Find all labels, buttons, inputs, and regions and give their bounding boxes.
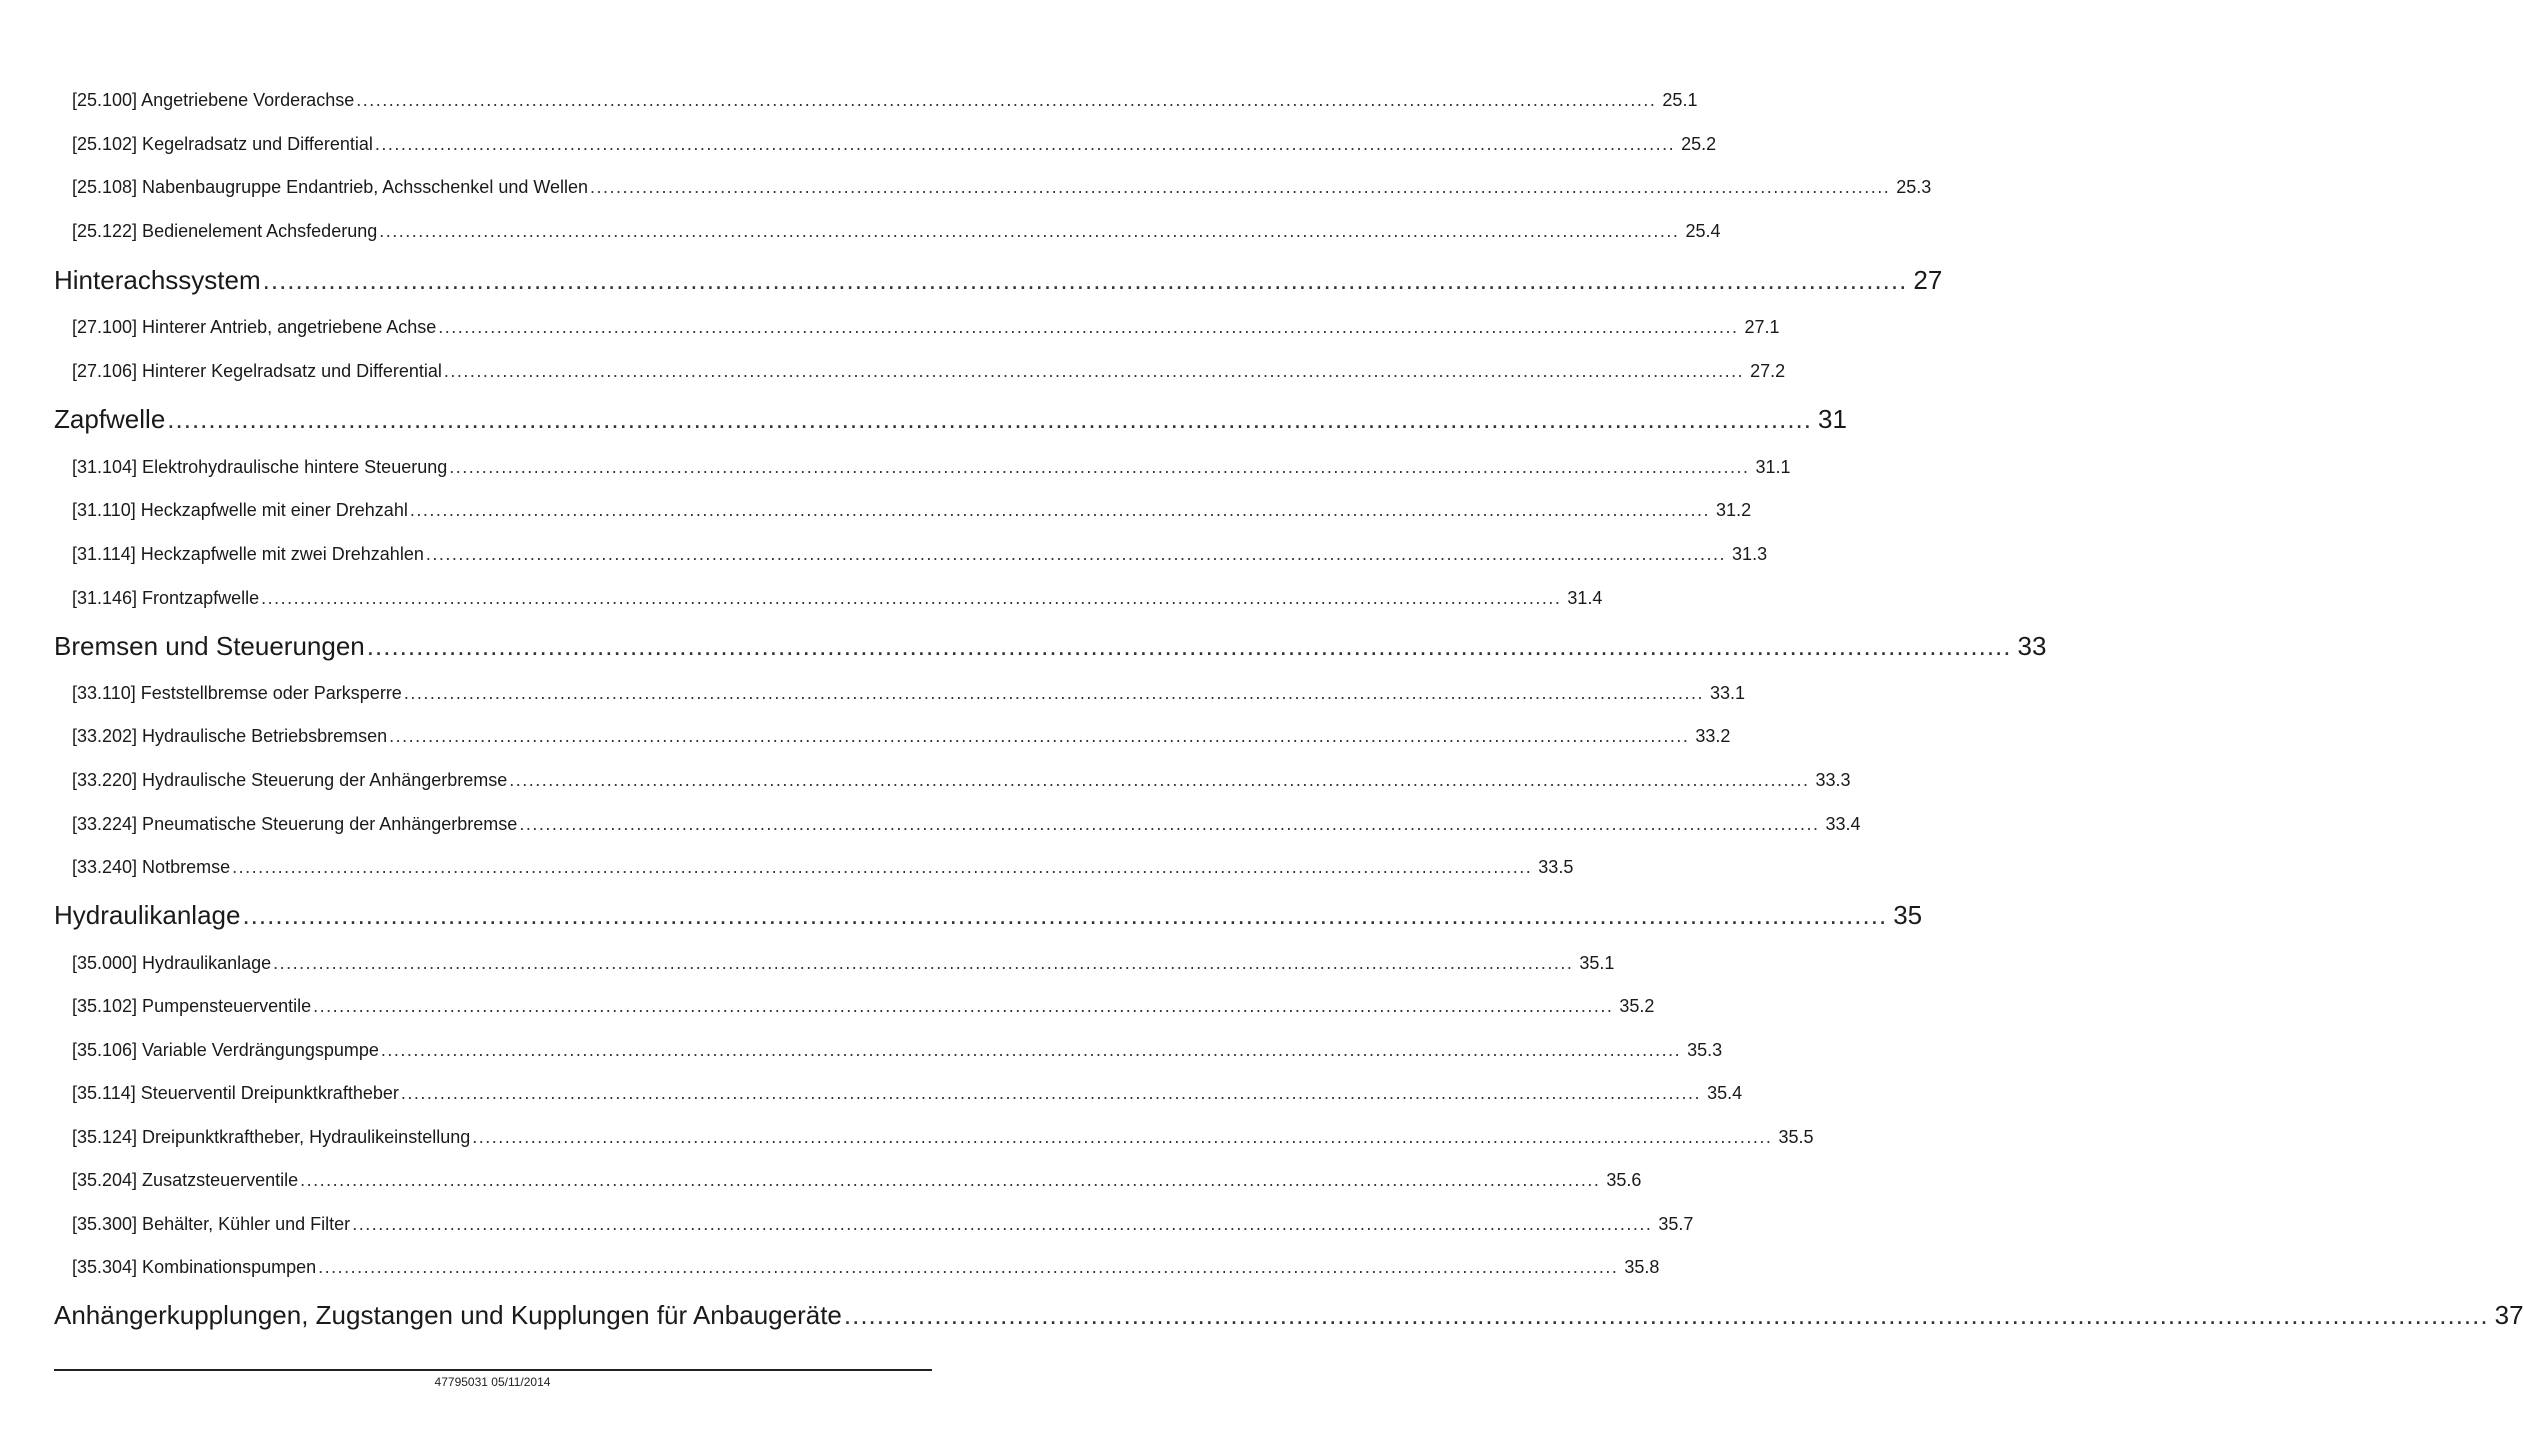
toc-entry-page: 35.1 <box>1579 953 1615 973</box>
toc-chapter[interactable] <box>54 631 2047 662</box>
toc-entry-label: [35.106] Variable Verdrängungspumpe <box>72 1040 379 1060</box>
toc-entry[interactable] <box>72 953 1615 974</box>
toc-entry-label: [25.108] Nabenbaugruppe Endantrieb, Achsschenkel und Wellen <box>72 177 589 197</box>
toc-entry-page: 33.2 <box>1695 726 1731 746</box>
toc-entry-label: [35.204] Zusatzsteuerventile <box>72 1170 299 1190</box>
toc-entry[interactable] <box>72 500 1752 521</box>
toc-entry-page: 25.1 <box>1662 90 1698 110</box>
toc-entry-label: [31.114] Heckzapfwelle mit zwei Drehzahlen <box>72 544 424 564</box>
toc-chapter-label: Hinterachssystem <box>54 265 261 295</box>
toc-entry-label: [31.104] Elektrohydraulische hintere Steuerung <box>72 457 448 477</box>
footer-doc-id: 47795031 05/11/2014 <box>434 1375 551 1389</box>
dot-leader: ........................................................................................................................................................................................................ <box>352 1214 1653 1234</box>
toc-entry-label: [25.122] Bedienelement Achsfederung <box>72 221 378 241</box>
dot-leader: ........................................................................................................................................................................................................ <box>425 544 1727 564</box>
toc-entry[interactable] <box>72 1127 1814 1148</box>
toc-entry-label: [35.300] Behälter, Kühler und Filter <box>72 1214 351 1234</box>
toc-entry-label: [25.102] Kegelradsatz und Differential <box>72 134 373 154</box>
toc-entry-page: 35.8 <box>1624 1257 1660 1277</box>
toc-entry-page: 25.4 <box>1685 221 1721 241</box>
dot-leader: ........................................................................................................................................................................................................ <box>443 361 1745 381</box>
toc-chapter-label: Hydraulikanlage <box>54 900 241 930</box>
dot-leader: ........................................................................................................................................................................................................ <box>472 1127 1773 1147</box>
dot-leader: ........................................................................................................................................................................................................ <box>519 814 1820 834</box>
dot-leader: ........................................................................................................................................................................................................ <box>273 953 1574 973</box>
dot-leader: ........................................................................................................................................................................................................ <box>261 588 1562 608</box>
toc-entry-page: 31.1 <box>1755 457 1791 477</box>
toc-entry-label: [33.202] Hydraulische Betriebsbremsen <box>72 726 388 746</box>
toc-chapter-page: 37 <box>2494 1300 2524 1330</box>
dot-leader: ........................................................................................................................................................................................................ <box>318 1257 1619 1277</box>
toc-entry[interactable] <box>72 1214 1694 1235</box>
toc-entry[interactable] <box>72 544 1768 565</box>
toc-entry-label: [33.220] Hydraulische Steuerung der Anhängerbremse <box>72 770 508 790</box>
toc-entry-label: [33.110] Feststellbremse oder Parksperre <box>72 683 402 703</box>
toc-entry[interactable] <box>72 996 1655 1017</box>
toc-entry[interactable] <box>72 857 1574 878</box>
toc-entry-page: 25.2 <box>1681 134 1717 154</box>
toc-entry-page: 35.4 <box>1707 1083 1743 1103</box>
dot-leader: ........................................................................................................................................................................................................ <box>843 1300 2489 1330</box>
toc-entry-label: [27.106] Hinterer Kegelradsatz und Differential <box>72 361 442 381</box>
dot-leader: ........................................................................................................................................................................................................ <box>438 317 1739 337</box>
toc-entry-label: [31.146] Frontzapfwelle <box>72 588 260 608</box>
toc-entry-label: [31.110] Heckzapfwelle mit einer Drehzahl <box>72 500 408 520</box>
toc-entry-label: [27.100] Hinterer Antrieb, angetriebene Achse <box>72 317 437 337</box>
dot-leader: ........................................................................................................................................................................................................ <box>313 996 1614 1016</box>
dot-leader: ........................................................................................................................................................................................................ <box>403 683 1705 703</box>
toc-chapter[interactable] <box>54 1300 2524 1331</box>
toc-entry[interactable] <box>72 1257 1660 1278</box>
footer-divider <box>54 1369 932 1371</box>
dot-leader: ........................................................................................................................................................................................................ <box>409 500 1711 520</box>
dot-leader: ........................................................................................................................................................................................................ <box>167 404 1813 434</box>
toc-entry-page: 33.3 <box>1815 770 1851 790</box>
toc-chapter[interactable] <box>54 265 1943 296</box>
dot-leader: ........................................................................................................................................................................................................ <box>356 90 1657 110</box>
toc-entry-label: [35.304] Kombinationspumpen <box>72 1257 317 1277</box>
toc-entry-page: 31.2 <box>1716 500 1752 520</box>
toc-entry-label: [35.000] Hydraulikanlage <box>72 953 272 973</box>
toc-entry[interactable] <box>72 221 1721 242</box>
dot-leader: ........................................................................................................................................................................................................ <box>590 177 1891 197</box>
toc-entry[interactable] <box>72 457 1791 478</box>
toc-chapter[interactable] <box>54 900 1923 931</box>
toc-entry-page: 33.5 <box>1538 857 1574 877</box>
toc-entry[interactable] <box>72 90 1698 111</box>
toc-entry-label: [33.240] Notbremse <box>72 857 231 877</box>
dot-leader: ........................................................................................................................................................................................................ <box>400 1083 1702 1103</box>
toc-entry-page: 35.3 <box>1687 1040 1723 1060</box>
toc-entry-page: 31.3 <box>1732 544 1768 564</box>
toc-entry-label: [35.124] Dreipunktkraftheber, Hydraulikeinstellung <box>72 1127 471 1147</box>
dot-leader: ........................................................................................................................................................................................................ <box>232 857 1533 877</box>
dot-leader: ........................................................................................................................................................................................................ <box>366 631 2012 661</box>
dot-leader: ........................................................................................................................................................................................................ <box>379 221 1680 241</box>
toc-entry-page: 33.1 <box>1710 683 1746 703</box>
toc-entry[interactable] <box>72 683 1746 704</box>
toc-entry[interactable] <box>72 726 1731 747</box>
toc-entry[interactable] <box>72 770 1851 791</box>
toc-chapter-page: 31 <box>1818 404 1847 434</box>
toc-entry[interactable] <box>72 134 1717 155</box>
toc-entry-page: 35.5 <box>1778 1127 1814 1147</box>
toc-chapter-page: 33 <box>2017 631 2047 661</box>
toc-entry-label: [35.114] Steuerventil Dreipunktkraftheber <box>72 1083 399 1103</box>
toc-entry-page: 27.2 <box>1750 361 1786 381</box>
toc-entry-page: 35.2 <box>1619 996 1655 1016</box>
toc-entry-page: 31.4 <box>1567 588 1603 608</box>
toc-chapter-label: Zapfwelle <box>54 404 166 434</box>
dot-leader: ........................................................................................................................................................................................................ <box>509 770 1810 790</box>
toc-entry[interactable] <box>72 177 1932 198</box>
toc-chapter-page: 27 <box>1913 265 1943 295</box>
toc-chapter-label: Bremsen und Steuerungen <box>54 631 365 661</box>
toc-entry-label: [25.100] Angetriebene Vorderachse <box>72 90 355 110</box>
toc-entry[interactable] <box>72 1040 1723 1061</box>
toc-entry[interactable] <box>72 588 1603 609</box>
toc-entry-page: 27.1 <box>1744 317 1780 337</box>
toc-entry[interactable] <box>72 361 1786 382</box>
dot-leader: ........................................................................................................................................................................................................ <box>374 134 1676 154</box>
dot-leader: ........................................................................................................................................................................................................ <box>449 457 1750 477</box>
toc-chapter[interactable] <box>54 404 1847 435</box>
dot-leader: ........................................................................................................................................................................................................ <box>262 265 1908 295</box>
toc-entry-page: 35.6 <box>1606 1170 1642 1190</box>
toc-entry[interactable] <box>72 814 1861 835</box>
dot-leader: ........................................................................................................................................................................................................ <box>389 726 1690 746</box>
toc-entry[interactable] <box>72 1170 1642 1191</box>
toc-entry-label: [33.224] Pneumatische Steuerung der Anhängerbremse <box>72 814 518 834</box>
toc-entry-page: 35.7 <box>1658 1214 1694 1234</box>
toc-entry-page: 25.3 <box>1896 177 1932 197</box>
toc-chapter-page: 35 <box>1893 900 1923 930</box>
toc-entry[interactable] <box>72 1083 1743 1104</box>
dot-leader: ........................................................................................................................................................................................................ <box>242 900 1888 930</box>
toc-chapter-label: Anhängerkupplungen, Zugstangen und Kupplungen für Anbaugeräte <box>54 1300 842 1330</box>
toc-entry-page: 33.4 <box>1825 814 1861 834</box>
dot-leader: ........................................................................................................................................................................................................ <box>380 1040 1682 1060</box>
dot-leader: ........................................................................................................................................................................................................ <box>300 1170 1601 1190</box>
toc-entry[interactable] <box>72 317 1780 338</box>
toc-entry-label: [35.102] Pumpensteuerventile <box>72 996 312 1016</box>
